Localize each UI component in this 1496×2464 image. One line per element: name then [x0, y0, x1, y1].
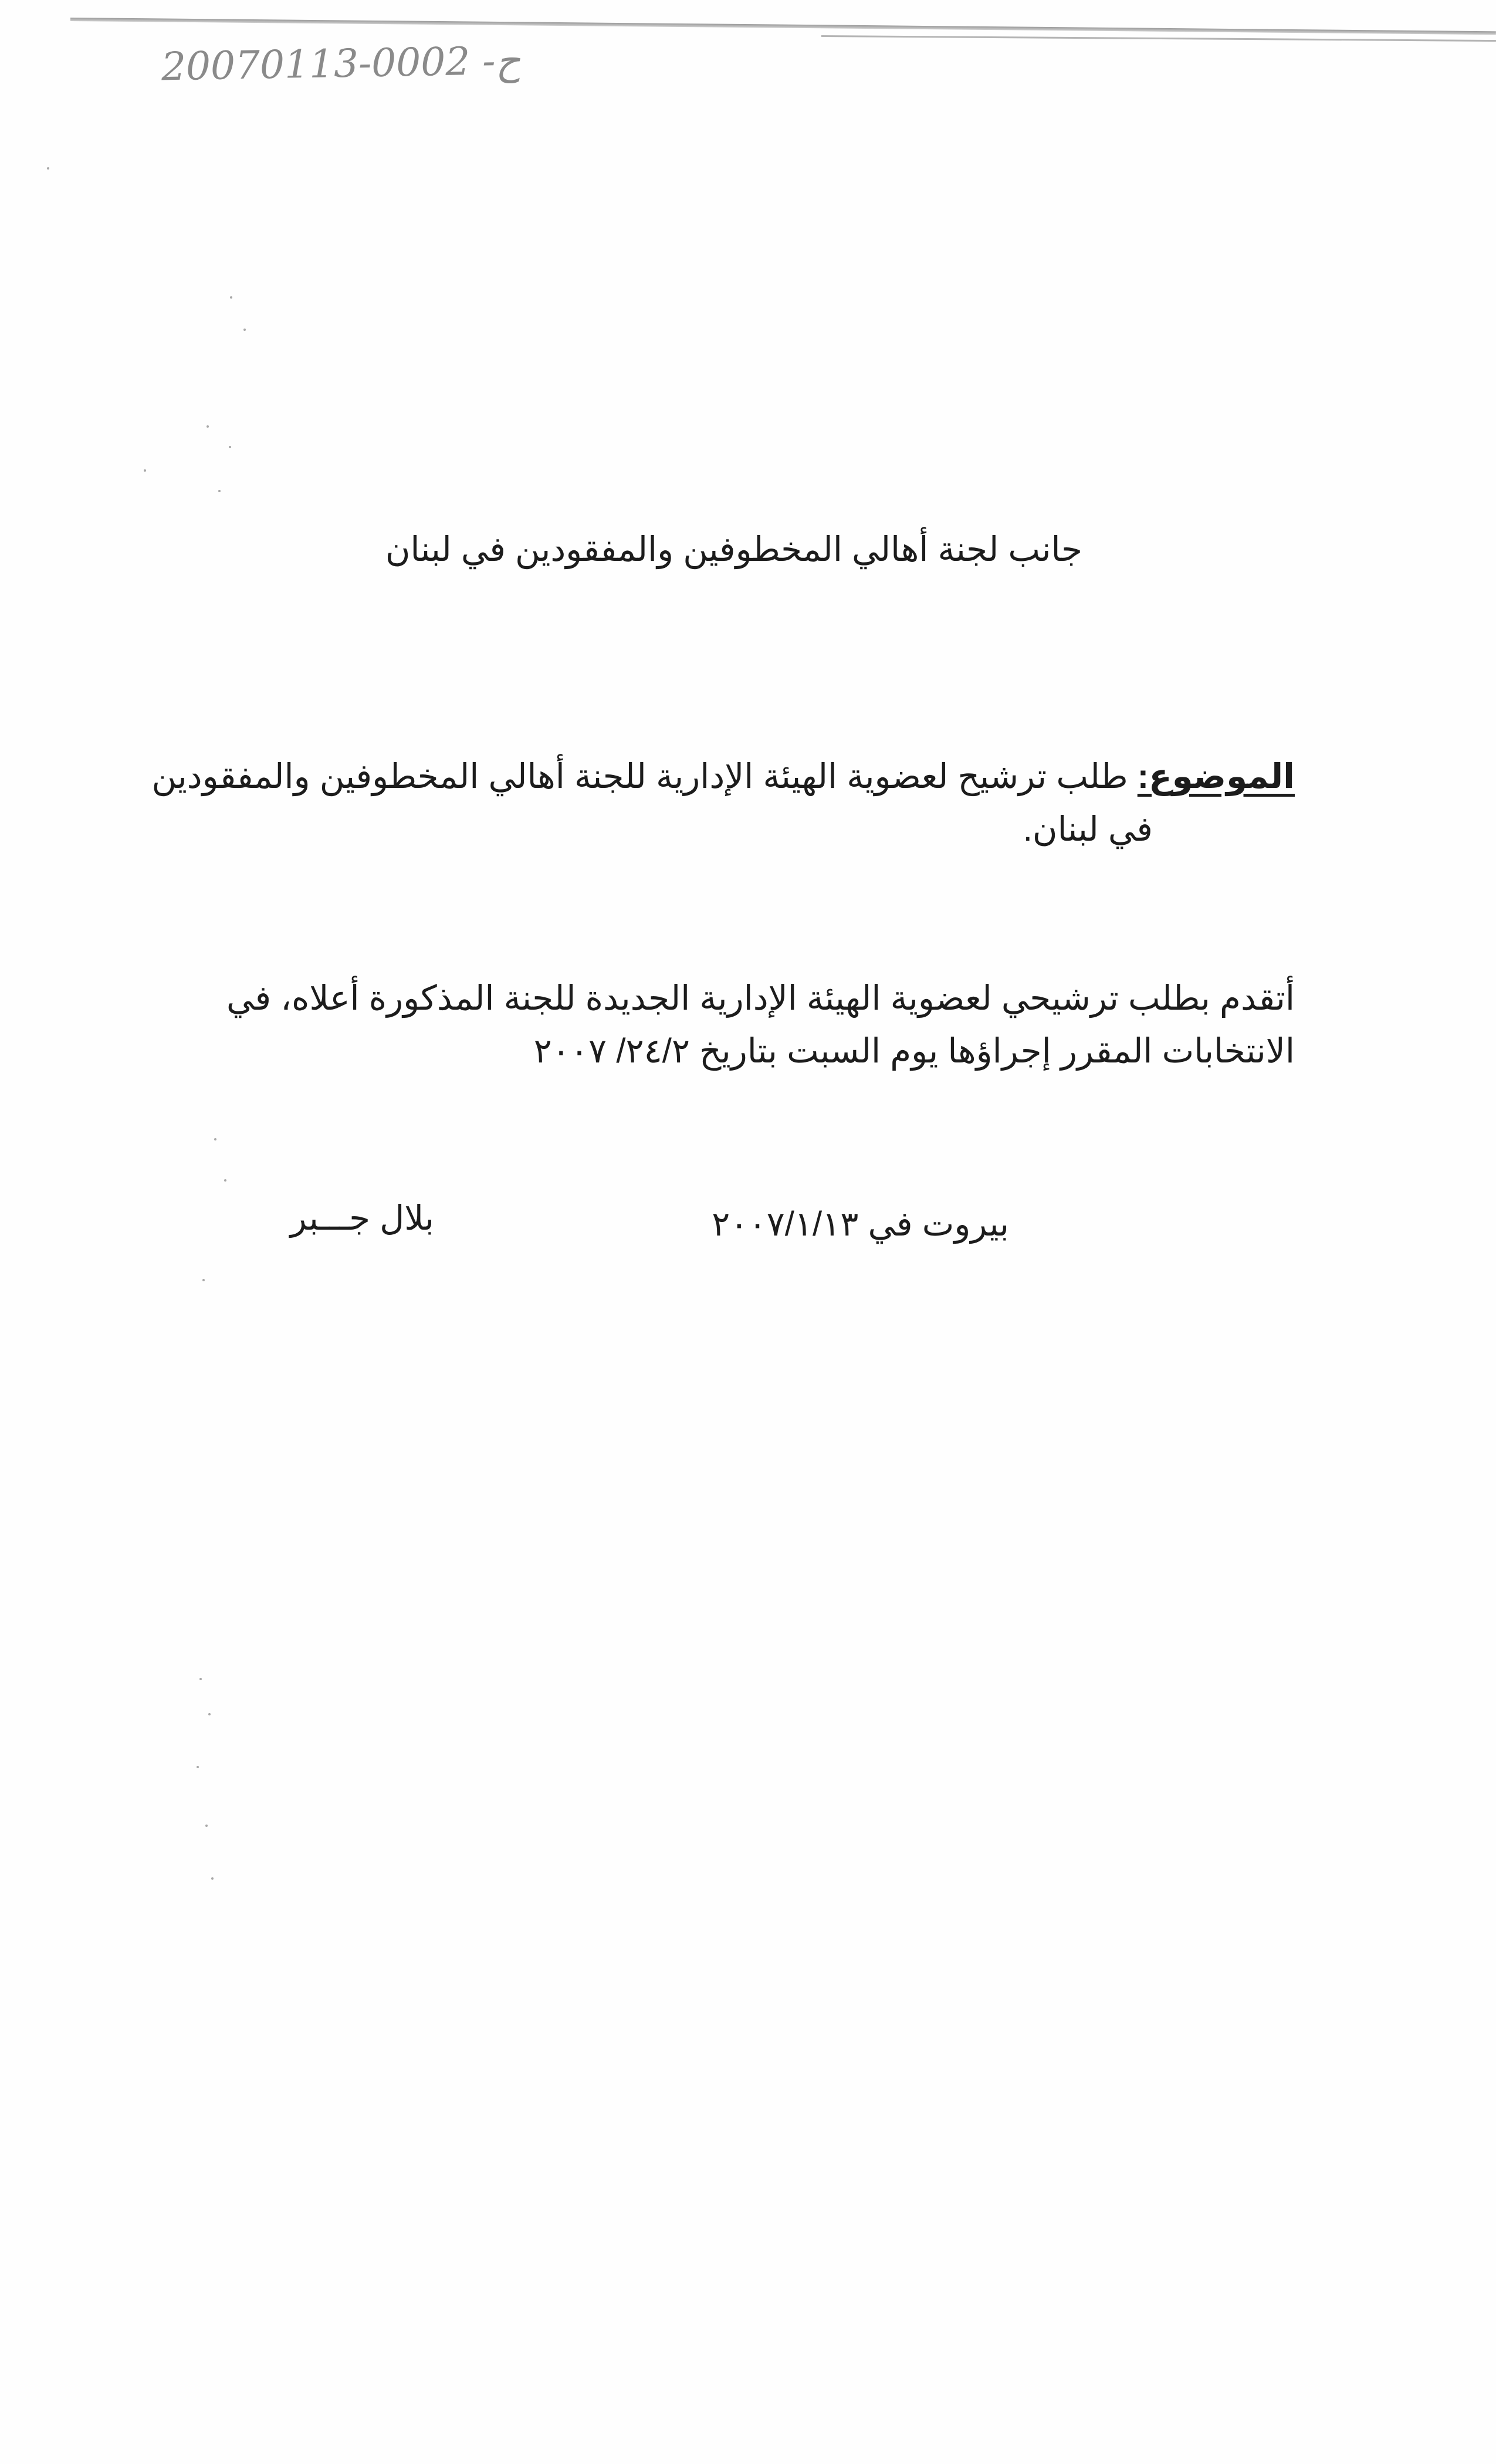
scan-speck	[47, 167, 49, 170]
scan-speck	[229, 446, 231, 448]
scan-speck	[224, 1179, 226, 1182]
scan-speck	[207, 425, 209, 428]
letter-addressee: جانب لجنة أهالي المخطوفين والمفقودين في لبنان	[385, 530, 1082, 568]
scan-speck	[197, 1766, 199, 1768]
body-paragraph-line-1: أتقدم بطلب ترشيحي لعضوية الهيئة الإدارية الجديدة للجنة المذكورة أعلاه، في	[226, 979, 1295, 1017]
scan-speck	[214, 1138, 216, 1140]
body-paragraph-line-2: الانتخابات المقرر إجراؤها يوم السبت بتاريخ ٢٤/٢/ ٢٠٠٧	[533, 1032, 1295, 1070]
subject-label: الموضوع:	[1137, 757, 1295, 796]
scan-speck	[199, 1678, 202, 1680]
subject-line-2: في لبنان.	[1023, 810, 1153, 848]
scan-speck	[205, 1825, 208, 1827]
scan-edge-line-secondary	[821, 35, 1496, 42]
place-and-date: بيروت في ٢٠٠٧/١/١٣	[712, 1205, 1009, 1243]
scan-speck	[144, 469, 146, 472]
handwritten-reference-number: 20070113-0002 -ح	[161, 38, 521, 90]
scan-speck	[211, 1877, 214, 1880]
signature-name: بلال جـــبر	[290, 1199, 434, 1237]
scan-edge-line	[70, 18, 1496, 35]
subject-line-1	[152, 752, 1295, 801]
scan-speck	[218, 490, 221, 492]
scan-speck	[202, 1279, 205, 1281]
scan-speck	[208, 1713, 211, 1715]
subject-text: طلب ترشيح لعضوية الهيئة الإدارية للجنة أهالي المخطوفين والمفقودين	[151, 757, 1138, 796]
scan-speck	[230, 296, 232, 299]
scan-speck	[243, 329, 246, 331]
